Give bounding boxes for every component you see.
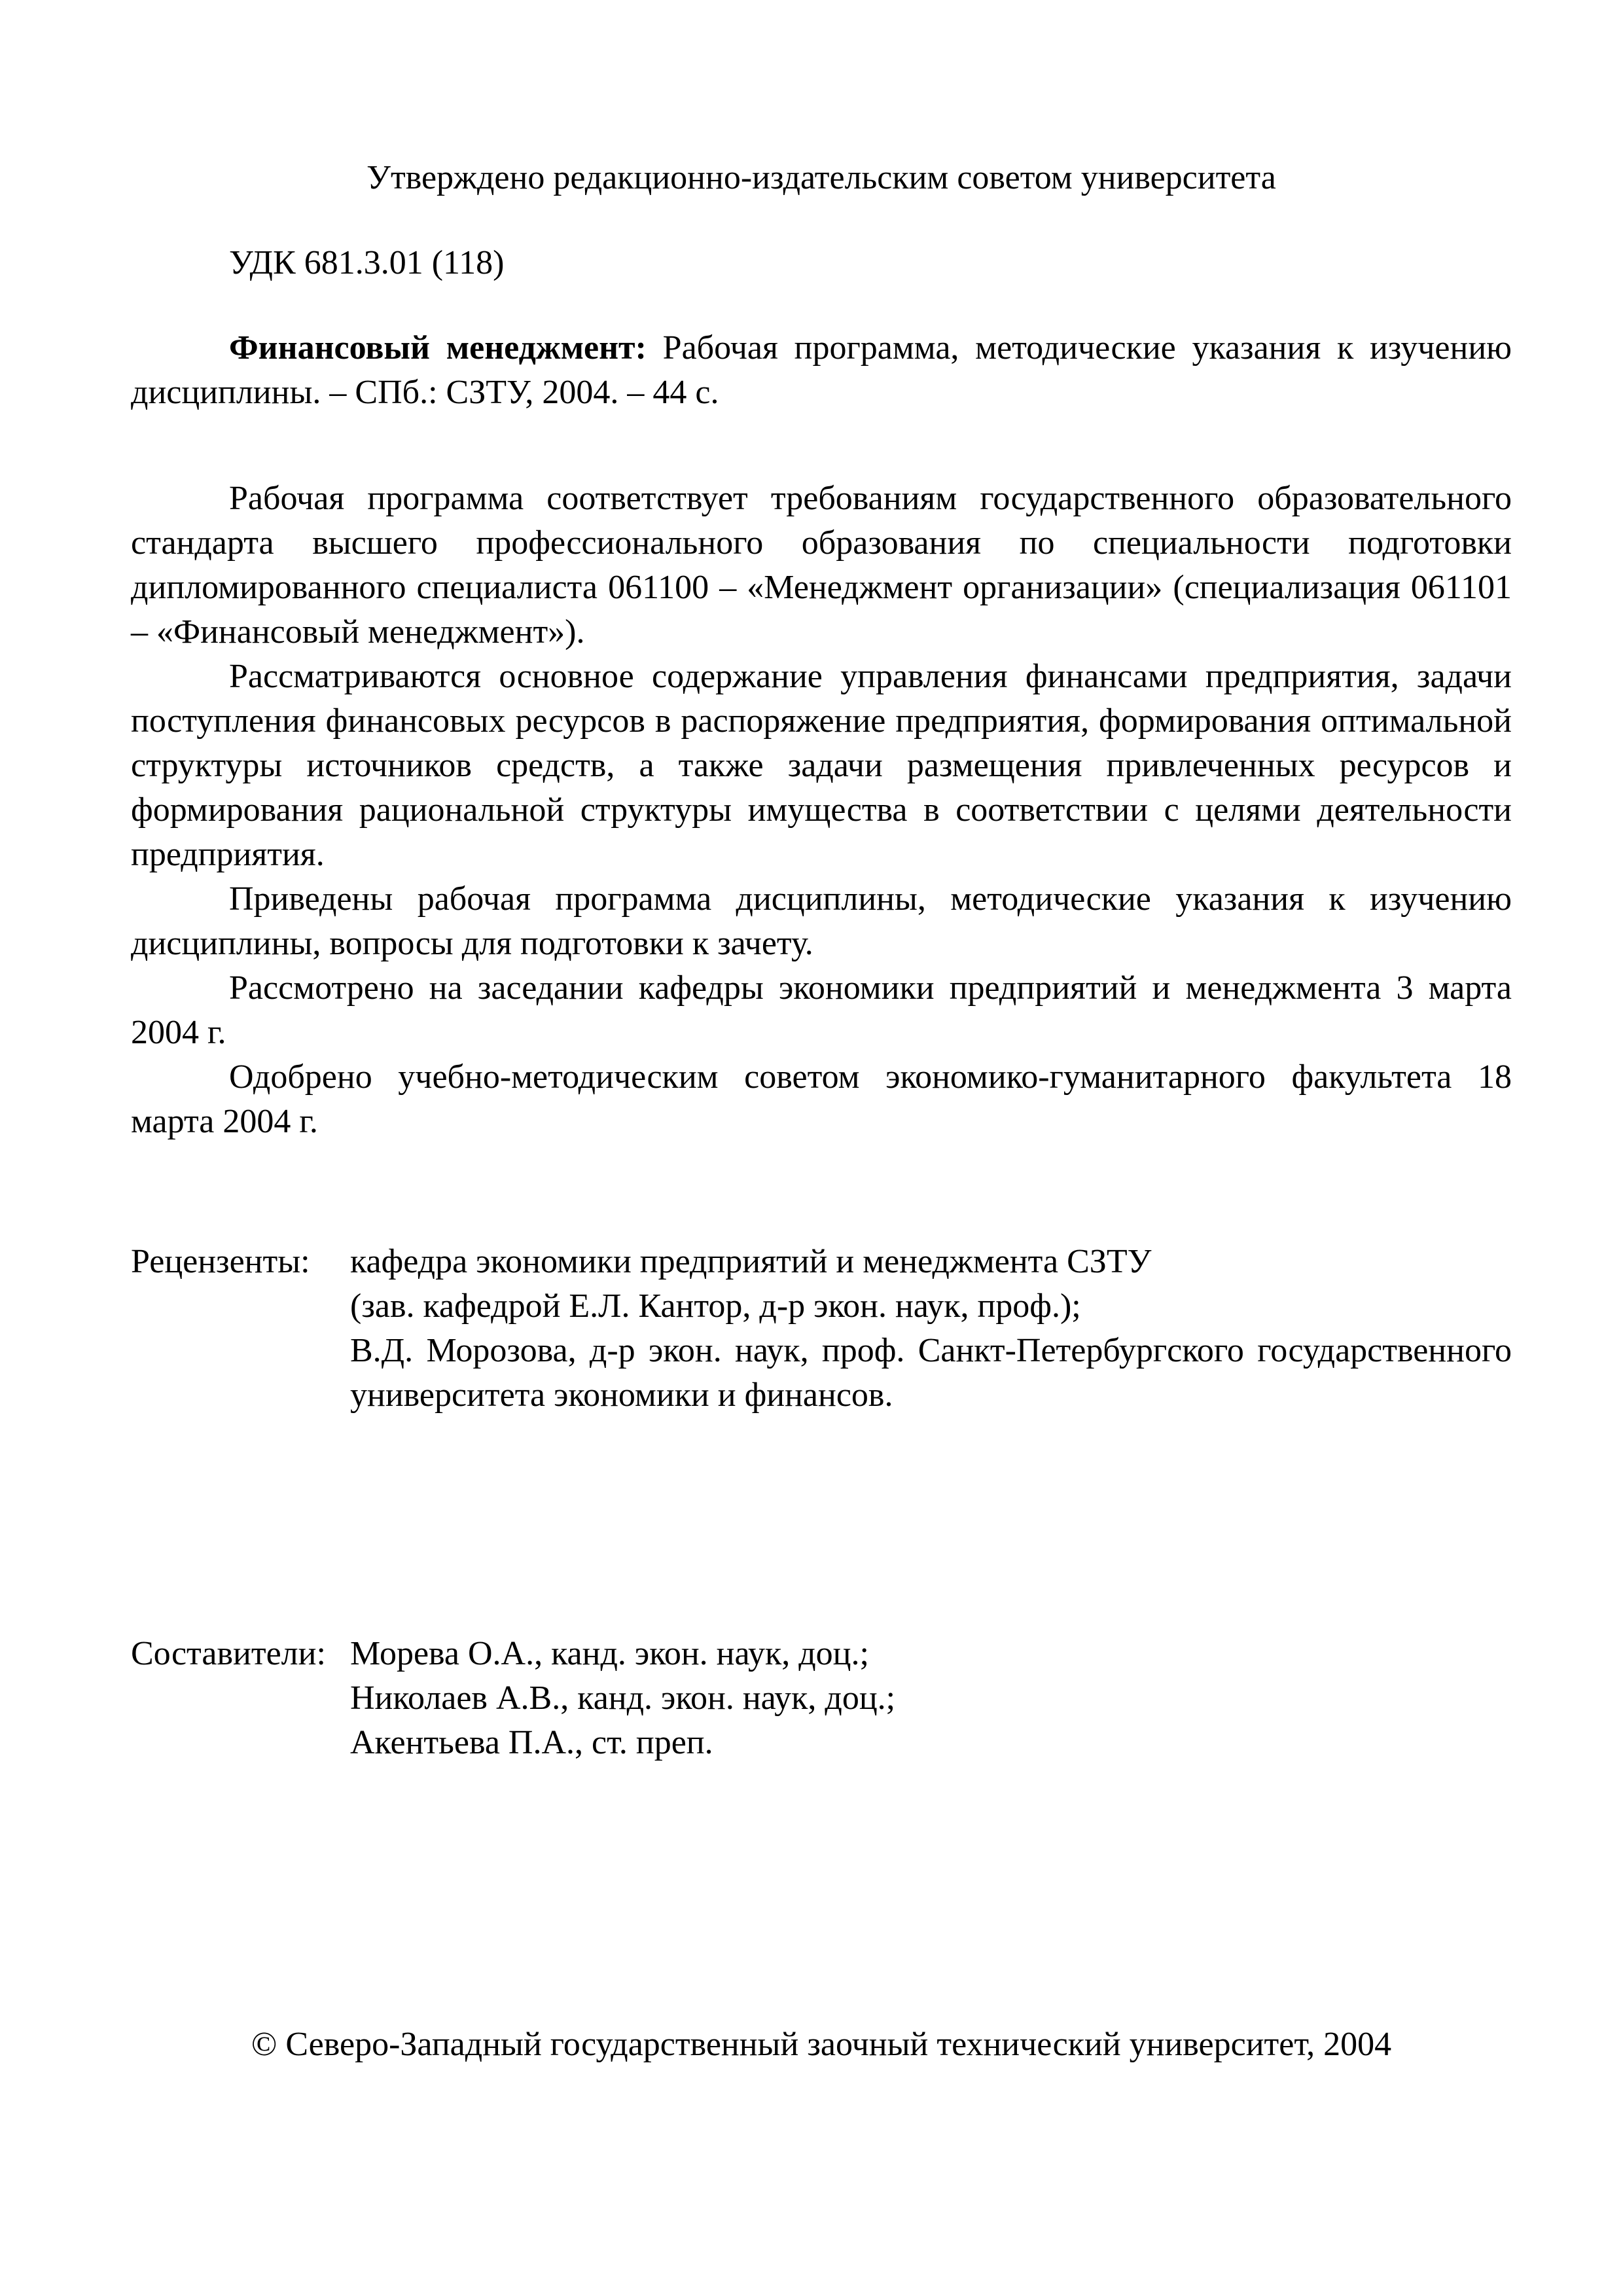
authors-label: Составители:	[131, 1635, 326, 1672]
annotation-paragraph: Рабочая программа соответствует требованиям государственного образовательного стандарта высшего профессионального образования по специальности подготовки дипломированного специалиста 061100 – «Менеджмент организации» (специализация 061101 – «Финансовый менеджмент»).	[131, 480, 1512, 651]
authors-section	[131, 1632, 1512, 1765]
annotation-paragraph: Одобрено учебно-методическим советом экономико-гуманитарного факультета 18 марта 2004 г.	[131, 1058, 1512, 1140]
annotation-paragraph: Рассматриваются основное содержание управления финансами предприятия, задачи поступления финансовых ресурсов в распоряжение предприятия, формирования оптимальной структуры источников средств, а также задачи размещения привлеченных ресурсов и формирования рациональной структуры имущества в соответствии с целями деятельности предприятия.	[131, 658, 1512, 873]
reviewer-line: кафедра экономики предприятий и менеджмента СЗТУ	[350, 1243, 1152, 1280]
annotation-paragraph: Рассмотрено на заседании кафедры экономики предприятий и менеджмента 3 марта 2004 г.	[131, 969, 1512, 1051]
reviewer-line: (зав. кафедрой Е.Л. Кантор, д-р экон. наук, проф.);	[350, 1287, 1081, 1325]
bibliographic-description	[131, 326, 1512, 415]
reviewers-list	[350, 1240, 1512, 1418]
reviewers-section	[131, 1240, 1512, 1418]
reviewer-line: В.Д. Морозова, д-р экон. наук, проф. Санкт-Петербургского государственного университета экономики и финансов.	[350, 1332, 1512, 1414]
copyright-notice: © Северо-Западный государственный заочный технический университет, 2004	[251, 2026, 1392, 2063]
reviewers-label: Рецензенты:	[131, 1243, 310, 1280]
book-title: Финансовый менеджмент:	[229, 329, 647, 367]
annotation	[131, 476, 1512, 1144]
approval-statement: Утверждено редакционно-издательским советом университета	[366, 159, 1276, 196]
author-line: Николаев А.В., канд. экон. наук, доц.;	[350, 1679, 896, 1717]
bibliographic-details: Рабочая программа, методические указания к изучению дисциплины. – СПб.: СЗТУ, 2004. – 44 с.	[131, 329, 1512, 411]
annotation-paragraph: Приведены рабочая программа дисциплины, методические указания к изучению дисциплины, вопросы для подготовки к зачету.	[131, 880, 1512, 962]
author-line: Морева О.А., канд. экон. наук, доц.;	[350, 1635, 869, 1672]
authors-list	[350, 1632, 1512, 1765]
author-line: Акентьева П.А., ст. преп.	[350, 1724, 713, 1761]
udk-code: УДК 681.3.01 (118)	[229, 244, 505, 281]
